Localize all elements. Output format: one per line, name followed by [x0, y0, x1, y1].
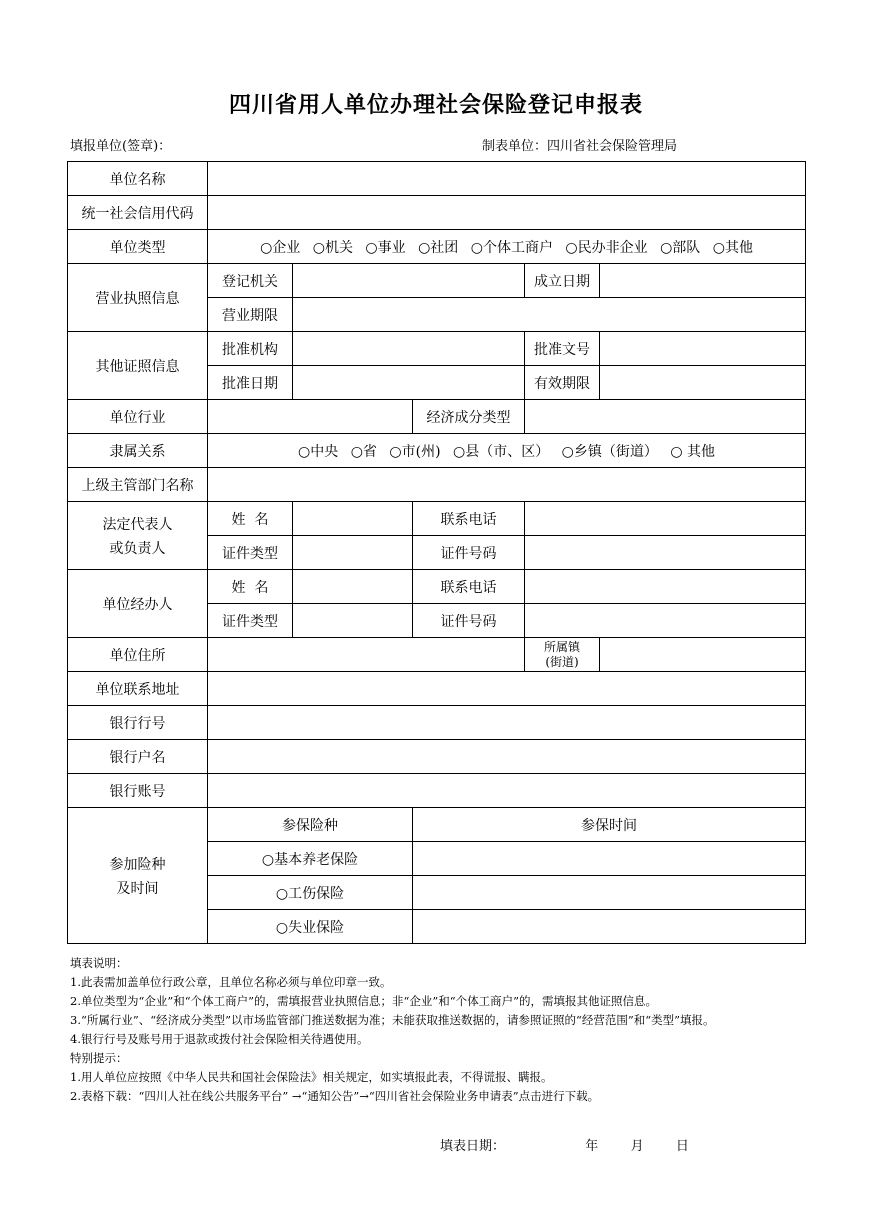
town-label-line1: 所属镇 — [543, 639, 580, 654]
other-cert-label: 其他证照信息 — [68, 332, 208, 400]
unit-type-option-association[interactable]: ○社团 — [418, 239, 459, 256]
handler-id-no-label: 证件号码 — [413, 604, 525, 638]
residence-field[interactable] — [208, 638, 525, 672]
establish-date-label: 成立日期 — [525, 264, 600, 298]
bank-account-no-label: 银行账号 — [68, 774, 208, 808]
bank-code-field[interactable] — [208, 706, 806, 740]
license-info-label: 营业执照信息 — [68, 264, 208, 332]
unit-name-field[interactable] — [208, 162, 806, 196]
insurance-type-header: 参保险种 — [208, 808, 413, 842]
unit-name-label: 单位名称 — [68, 162, 208, 196]
legal-rep-name-label: 姓 名 — [208, 502, 293, 536]
town-label — [525, 638, 600, 672]
insurance-label-line2: 及时间 — [116, 880, 159, 897]
insurance-item-pension[interactable]: ○基本养老保险 — [208, 842, 413, 876]
bank-account-name-field[interactable] — [208, 740, 806, 774]
notes-heading: 填表说明： — [70, 956, 128, 970]
unit-type-option-institution[interactable]: ○事业 — [365, 239, 406, 256]
legal-rep-phone-label: 联系电话 — [413, 502, 525, 536]
legal-rep-label — [68, 502, 208, 570]
reg-authority-field[interactable] — [293, 264, 525, 298]
unit-type-option-individual[interactable]: ○个体工商户 — [470, 239, 553, 256]
unit-type-option-enterprise[interactable]: ○企业 — [260, 239, 301, 256]
affiliation-option-town[interactable]: ○乡镇（街道） — [561, 443, 658, 460]
note-item-4: 4.银行行号及账号用于退款或拨付社会保险相关待遇使用。 — [70, 1032, 369, 1046]
handler-id-type-label: 证件类型 — [208, 604, 293, 638]
approval-date-field[interactable] — [293, 366, 525, 400]
made-by-label: 制表单位：四川省社会保险管理局 — [482, 139, 678, 154]
special-item-2: 2.表格下载：“四川人社在线公共服务平台” →“通知公告”→“四川省社会保险业务申请表”点击进行下载。 — [70, 1089, 600, 1103]
unit-type-label: 单位类型 — [68, 230, 208, 264]
affiliation-option-county[interactable]: ○县（市、区） — [452, 443, 550, 460]
valid-period-field[interactable] — [600, 366, 806, 400]
approval-date-label: 批准日期 — [208, 366, 293, 400]
approval-authority-label: 批准机构 — [208, 332, 293, 366]
fill-date — [440, 1135, 689, 1154]
bank-code-label: 银行行号 — [68, 706, 208, 740]
unit-type-option-other[interactable]: ○其他 — [712, 239, 753, 256]
industry-field[interactable] — [208, 400, 413, 434]
insurance-label-line1: 参加险种 — [109, 856, 166, 873]
insurance-time-pension-field[interactable] — [413, 842, 806, 876]
economic-type-field[interactable] — [525, 400, 806, 434]
approval-doc-no-label: 批准文号 — [525, 332, 600, 366]
fill-date-day: 日 — [675, 1139, 689, 1154]
handler-name-label: 姓 名 — [208, 570, 293, 604]
unit-type-option-government[interactable]: ○机关 — [312, 239, 353, 256]
note-item-3: 3.“所属行业”、“经济成分类型”以市场监管部门推送数据为准；未能获取推送数据的，请参照证照的“经营范围”和“类型”填报。 — [70, 1013, 715, 1027]
superior-dept-label: 上级主管部门名称 — [68, 468, 208, 502]
insurance-item-injury[interactable]: ○工伤保险 — [208, 876, 413, 910]
business-term-label: 营业期限 — [208, 298, 293, 332]
valid-period-label: 有效期限 — [525, 366, 600, 400]
affiliation-option-city[interactable]: ○市(州) — [389, 443, 441, 460]
affiliation-options — [208, 434, 806, 468]
bank-account-no-field[interactable] — [208, 774, 806, 808]
insurance-time-unemployment-field[interactable] — [413, 910, 806, 944]
affiliation-option-central[interactable]: ○中央 — [298, 443, 339, 460]
insurance-time-header: 参保时间 — [413, 808, 806, 842]
insurance-label — [68, 808, 208, 944]
fill-unit-label: 填报单位(签章)： — [70, 139, 172, 154]
legal-rep-label-line2: 或负责人 — [109, 540, 166, 557]
handler-label: 单位经办人 — [68, 570, 208, 638]
unit-type-option-private-nonenterprise[interactable]: ○民办非企业 — [565, 239, 648, 256]
approval-authority-field[interactable] — [293, 332, 525, 366]
establish-date-field[interactable] — [600, 264, 806, 298]
fill-date-month: 月 — [630, 1139, 644, 1154]
legal-rep-id-no-label: 证件号码 — [413, 536, 525, 570]
legal-rep-phone-field[interactable] — [525, 502, 806, 536]
note-item-2: 2.单位类型为“企业”和“个体工商户”的，需填报营业执照信息；非“企业”和“个体工商户”的，需填报其他证照信息。 — [70, 994, 657, 1008]
town-field[interactable] — [600, 638, 806, 672]
business-term-field[interactable] — [293, 298, 806, 332]
insurance-time-injury-field[interactable] — [413, 876, 806, 910]
contact-address-field[interactable] — [208, 672, 806, 706]
handler-phone-label: 联系电话 — [413, 570, 525, 604]
note-item-1: 1.此表需加盖单位行政公章，且单位名称必须与单位印章一致。 — [70, 975, 392, 989]
fill-date-year: 年 — [585, 1139, 599, 1154]
town-label-line2: (街道) — [545, 654, 579, 669]
handler-id-no-field[interactable] — [525, 604, 806, 638]
page-title: 四川省用人单位办理社会保险登记申报表 — [228, 93, 643, 118]
economic-type-label: 经济成分类型 — [413, 400, 525, 434]
credit-code-field[interactable] — [208, 196, 806, 230]
affiliation-option-province[interactable]: ○省 — [350, 443, 377, 460]
registration-form-table — [67, 161, 806, 944]
legal-rep-id-type-label: 证件类型 — [208, 536, 293, 570]
legal-rep-id-no-field[interactable] — [525, 536, 806, 570]
unit-type-options — [208, 230, 806, 264]
industry-label: 单位行业 — [68, 400, 208, 434]
credit-code-label: 统一社会信用代码 — [68, 196, 208, 230]
bank-account-name-label: 银行户名 — [68, 740, 208, 774]
notes-section — [70, 954, 810, 1106]
insurance-item-unemployment[interactable]: ○失业保险 — [208, 910, 413, 944]
superior-dept-field[interactable] — [208, 468, 806, 502]
reg-authority-label: 登记机关 — [208, 264, 293, 298]
legal-rep-label-line1: 法定代表人 — [102, 516, 173, 533]
handler-id-type-field[interactable] — [293, 604, 413, 638]
handler-phone-field[interactable] — [525, 570, 806, 604]
residence-label: 单位住所 — [68, 638, 208, 672]
handler-name-field[interactable] — [293, 570, 413, 604]
legal-rep-name-field[interactable] — [293, 502, 413, 536]
legal-rep-id-type-field[interactable] — [293, 536, 413, 570]
approval-doc-no-field[interactable] — [600, 332, 806, 366]
affiliation-option-other[interactable]: ○ 其他 — [670, 443, 715, 460]
special-item-1: 1.用人单位应按照《中华人民共和国社会保险法》相关规定，如实填报此表，不得谎报、瞒报。 — [70, 1070, 553, 1084]
special-heading: 特别提示： — [70, 1051, 128, 1065]
fill-date-label: 填表日期： — [440, 1139, 506, 1154]
unit-type-option-military[interactable]: ○部队 — [660, 239, 701, 256]
affiliation-label: 隶属关系 — [68, 434, 208, 468]
contact-address-label: 单位联系地址 — [68, 672, 208, 706]
